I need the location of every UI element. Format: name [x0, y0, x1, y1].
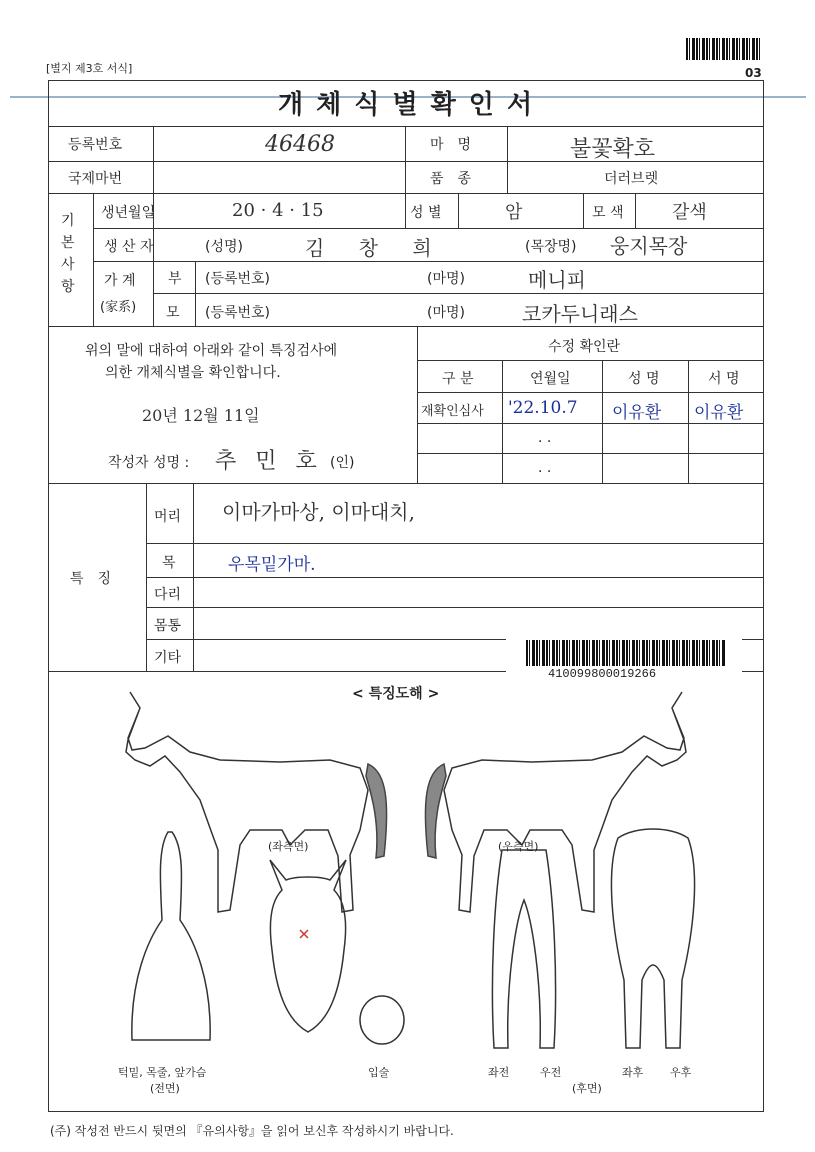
- sex-value[interactable]: 암: [505, 202, 523, 223]
- rev-row-3-date: . .: [538, 460, 552, 476]
- muzzle-drawing: [360, 996, 404, 1044]
- barcode-bars: [526, 640, 726, 666]
- rear-label: (후면): [572, 1082, 602, 1095]
- breeder-label: 생 산 자: [104, 239, 154, 255]
- form-title: 개 체 식 별 확 인 서: [277, 90, 535, 120]
- intl-no-label: 국제마번: [68, 171, 123, 187]
- reg-no-label: 등록번호: [68, 137, 123, 153]
- right-front-caption: 우전: [540, 1066, 562, 1079]
- sire-label: 부: [168, 271, 182, 287]
- diagram-title: < 특징도해 >: [352, 686, 440, 702]
- feature-head-label: 머리: [154, 509, 182, 525]
- birth-label: 생년월일: [101, 205, 156, 221]
- rev-header-date: 연월일: [530, 371, 571, 387]
- breeder-name-value[interactable]: 김 창 희: [305, 236, 446, 260]
- basic-section-label: 기본사항: [61, 213, 75, 295]
- feature-head-value[interactable]: 이마가마상, 이마대치,: [222, 500, 415, 524]
- feature-legs-label: 다리: [154, 587, 182, 603]
- ranch-value[interactable]: 웅지목장: [610, 234, 688, 258]
- head-front-drawing: [270, 860, 346, 1032]
- color-label: 모 색: [592, 205, 624, 221]
- front-label: (전면): [150, 1082, 180, 1095]
- rev-header-sign: 서 명: [708, 371, 740, 387]
- form-label: [별지 제3호 서식]: [46, 62, 133, 75]
- right-tail-shading: [425, 764, 446, 858]
- page-number: 03: [745, 66, 762, 80]
- breeder-name-label: (성명): [205, 239, 243, 255]
- sire-name-label: (마명): [427, 271, 465, 287]
- horse-name-value[interactable]: 불꽃확호: [570, 137, 656, 162]
- right-side-label: (우측면): [498, 840, 539, 853]
- dam-label: 모: [166, 305, 180, 321]
- horse-name-label: 마 명: [430, 137, 472, 153]
- right-side-horse-drawing: [444, 692, 686, 912]
- rev-row-1-name[interactable]: 이유환: [612, 403, 662, 423]
- rev-header-name: 성 명: [628, 371, 660, 387]
- left-front-caption: 좌전: [488, 1066, 510, 1079]
- writer-value[interactable]: 추 민 호: [215, 449, 323, 474]
- confirm-text-1: 위의 말에 대하여 아래와 같이 특징검사에: [85, 343, 338, 359]
- birth-value[interactable]: 20 · 4 · 15: [232, 200, 324, 221]
- breed-label: 품 종: [430, 171, 472, 187]
- pedigree-label: 가 계: [104, 273, 136, 289]
- mark-x: [300, 930, 308, 938]
- revision-title: 수정 확인란: [548, 339, 621, 355]
- sire-reg-label: (등록번호): [205, 271, 271, 287]
- breed-value: 더러브렛: [604, 171, 659, 187]
- feature-neck-label: 목: [162, 555, 176, 571]
- ranch-label: (목장명): [525, 239, 577, 255]
- features-section-label: 특 징: [70, 571, 112, 587]
- right-hind-caption: 우후: [670, 1066, 692, 1079]
- lips-caption: 입술: [368, 1066, 390, 1079]
- footer-note: (주) 작성전 반드시 뒷면의 『유의사항』을 읽어 보신후 작성하시기 바랍니다.: [50, 1124, 454, 1138]
- rev-header-type: 구 분: [442, 371, 474, 387]
- pedigree-hanja: (家系): [100, 300, 137, 315]
- dam-reg-label: (등록번호): [205, 305, 271, 321]
- horse-diagram: [50, 680, 762, 1104]
- color-value[interactable]: 갈색: [672, 202, 707, 223]
- rev-row-2-date: . .: [538, 430, 552, 446]
- reg-no-value[interactable]: 46468: [265, 132, 335, 157]
- barcode-number: 410099800019266: [548, 667, 657, 681]
- rev-row-1-type: 재확인심사: [421, 404, 484, 419]
- sex-label: 성 별: [410, 205, 442, 221]
- feature-etc-label: 기타: [154, 650, 182, 666]
- front-chest-drawing: [132, 832, 210, 1040]
- rev-row-1-sign[interactable]: 이유환: [694, 403, 744, 423]
- dam-name-value[interactable]: 코카두니래스: [522, 302, 638, 326]
- front-legs-drawing: [492, 850, 555, 1048]
- confirm-date[interactable]: 20년 12월 11일: [142, 406, 260, 425]
- dam-name-label: (마명): [427, 305, 465, 321]
- feature-body-label: 몸통: [154, 618, 182, 634]
- left-hind-caption: 좌후: [622, 1066, 644, 1079]
- sire-name-value[interactable]: 메니피: [528, 268, 586, 292]
- front-caption: 턱밑, 목줄, 앞가슴: [118, 1066, 207, 1079]
- confirm-text-2: 의한 개체식별을 확인합니다.: [105, 365, 281, 381]
- seal-label: (인): [330, 455, 355, 471]
- top-barcode: [686, 38, 762, 60]
- rear-view-drawing: [611, 829, 694, 1048]
- writer-label: 작성자 성명 :: [108, 455, 190, 471]
- feature-neck-value[interactable]: 우목밑가마.: [228, 555, 316, 575]
- left-side-label: (좌측면): [268, 840, 309, 853]
- left-tail-shading: [366, 764, 387, 858]
- rev-row-1-date[interactable]: '22.10.7: [508, 398, 578, 418]
